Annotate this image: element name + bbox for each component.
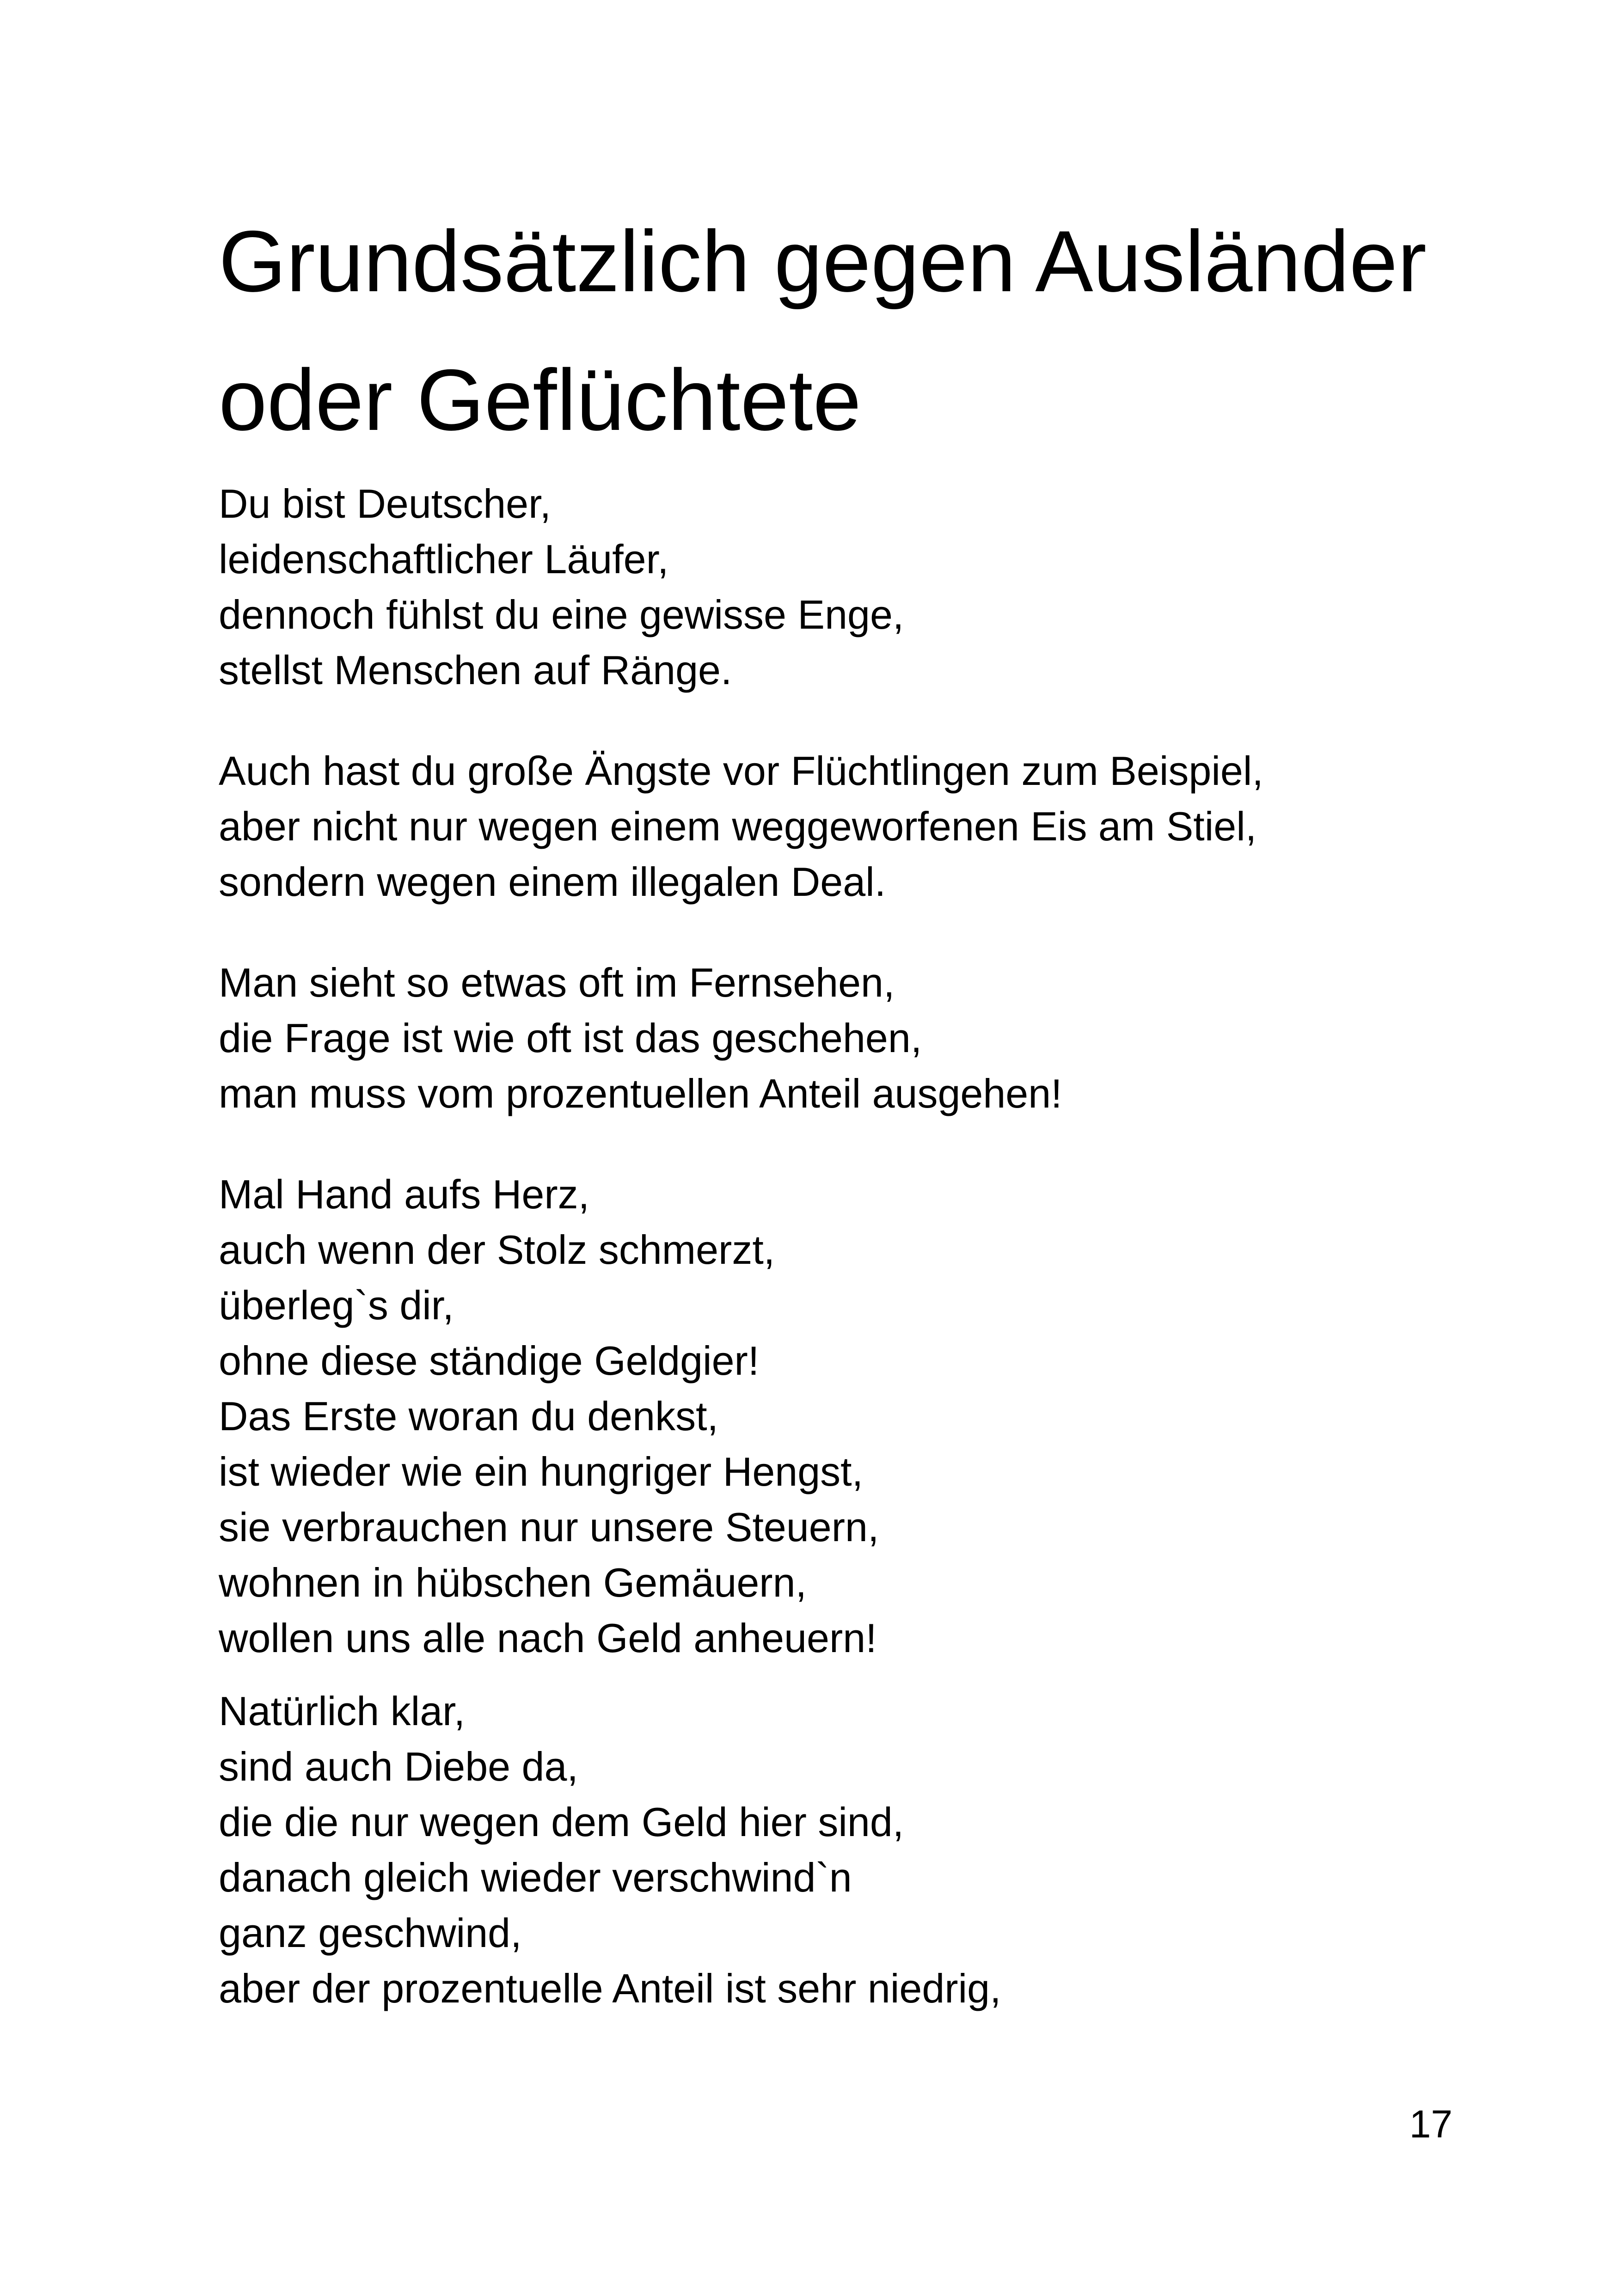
poem-line: sie verbrauchen nur unsere Steuern, (219, 1504, 879, 1550)
poem-line: Mal Hand aufs Herz, (219, 1171, 590, 1217)
stanza-1 (219, 476, 1467, 698)
stanza-5 (219, 1684, 1467, 2016)
stanza-3 (219, 955, 1467, 1121)
poem-line: die die nur wegen dem Geld hier sind, (219, 1799, 904, 1845)
poem-line: danach gleich wieder verschwind`n (219, 1855, 852, 1900)
poem-line: Du bist Deutscher, (219, 481, 551, 527)
stanza-4 (219, 1167, 1467, 1666)
poem-line: sind auch Diebe da, (219, 1744, 578, 1789)
title-line-2: oder Geflüchtete (219, 351, 861, 448)
poem-line: Auch hast du große Ängste vor Flüchtlingen zum Beispiel, (219, 748, 1263, 794)
page-title (219, 192, 1467, 469)
poem-line: aber der prozentuelle Anteil ist sehr niedrig, (219, 1965, 1001, 2011)
poem-line: stellst Menschen auf Ränge. (219, 647, 732, 693)
poem-line: Das Erste woran du denkst, (219, 1393, 718, 1439)
poem-line: dennoch fühlst du eine gewisse Enge, (219, 592, 904, 637)
poem-line: sondern wegen einem illegalen Deal. (219, 859, 886, 905)
poem-line: ohne diese ständige Geldgier! (219, 1338, 760, 1384)
title-line-1: Grundsätzlich gegen Ausländer (219, 213, 1427, 310)
poem-body (219, 476, 1467, 2016)
stanza-2 (219, 743, 1467, 910)
poem-line: ist wieder wie ein hungriger Hengst, (219, 1449, 864, 1494)
poem-line: die Frage ist wie oft ist das geschehen, (219, 1015, 922, 1061)
poem-line: wollen uns alle nach Geld anheuern! (219, 1615, 877, 1661)
poem-line: ganz geschwind, (219, 1910, 522, 1956)
poem-line: wohnen in hübschen Gemäuern, (219, 1560, 807, 1605)
poem-line: auch wenn der Stolz schmerzt, (219, 1227, 775, 1273)
poem-line: leidenschaftlicher Läufer, (219, 536, 669, 582)
poem-line: Man sieht so etwas oft im Fernsehen, (219, 960, 895, 1005)
page-number: 17 (1409, 2102, 1453, 2146)
poem-line: aber nicht nur wegen einem weggeworfenen Eis am Stiel, (219, 803, 1257, 849)
poem-line: man muss vom prozentuellen Anteil ausgehen! (219, 1071, 1062, 1116)
poem-line: überleg`s dir, (219, 1282, 454, 1328)
poem-line: Natürlich klar, (219, 1688, 466, 1734)
